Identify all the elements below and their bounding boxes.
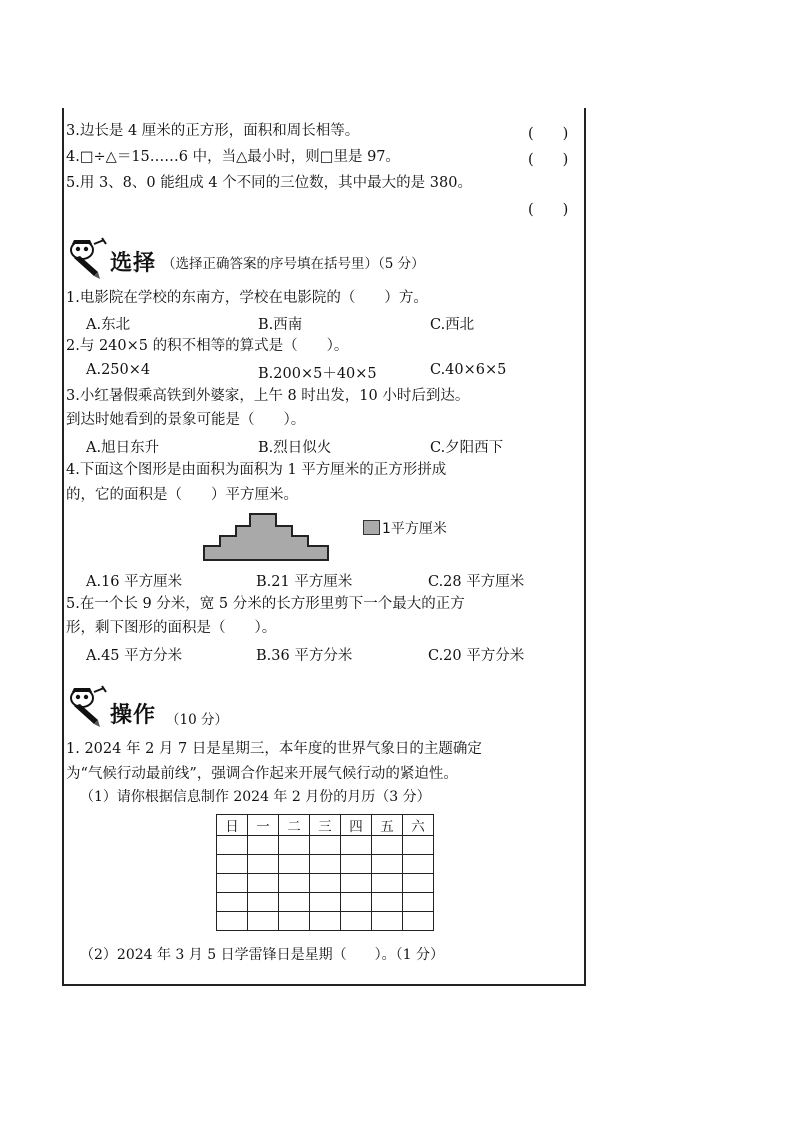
- calendar-cell[interactable]: [310, 836, 341, 855]
- choice-q3-option-c: C.夕阳西下: [430, 440, 504, 456]
- calendar-cell[interactable]: [279, 836, 310, 855]
- judge-answer-3[interactable]: ( ): [528, 126, 569, 142]
- section-choice-title: 选择: [110, 251, 157, 276]
- operate-q1-sub2: （2）2024 年 3 月 5 日学雷锋日是星期（ ）。（1 分）: [80, 947, 444, 963]
- calendar-header-cell: 一: [248, 815, 279, 836]
- calendar-cell[interactable]: [372, 912, 403, 931]
- judge-item-5: 5.用 3、8、0 能组成 4 个不同的三位数，其中最大的是 380。: [66, 175, 472, 191]
- calendar-cell[interactable]: [217, 836, 248, 855]
- calendar-cell[interactable]: [310, 874, 341, 893]
- choice-q1: 1.电影院在学校的东南方，学校在电影院的（ ）方。: [66, 290, 428, 306]
- calendar-cell[interactable]: [310, 855, 341, 874]
- calendar-cell[interactable]: [403, 836, 434, 855]
- calendar-header-cell: 三: [310, 815, 341, 836]
- operate-q1-line2: 为“气候行动最前线”，强调合作起来开展气候行动的紧迫性。: [66, 766, 458, 782]
- unit-square-icon: [363, 520, 380, 535]
- choice-q4-option-a: A.16 平方厘米: [86, 574, 183, 590]
- unit-legend: [363, 518, 447, 538]
- calendar-grid: [216, 814, 434, 931]
- choice-q4-line2: 的，它的面积是（ ）平方厘米。: [66, 487, 298, 503]
- section-operate-title: 操作: [110, 703, 157, 728]
- calendar-cell[interactable]: [403, 855, 434, 874]
- calendar-cell[interactable]: [372, 836, 403, 855]
- calendar-header-cell: 日: [217, 815, 248, 836]
- judge-item-4: 4.□÷△＝15……6 中，当△最小时，则□里是 97。: [66, 149, 401, 165]
- choice-q2: 2.与 240×5 的积不相等的算式是（ ）。: [66, 338, 349, 354]
- operate-q1-sub1: （1）请你根据信息制作 2024 年 2 月份的月历（3 分）: [80, 789, 431, 805]
- choice-q5-option-a: A.45 平方分米: [86, 648, 183, 664]
- stepped-area-figure: [202, 510, 332, 562]
- section-choice-subtitle: （选择正确答案的序号填在括号里）（5 分）: [162, 256, 425, 272]
- unit-legend-label: 1平方厘米: [382, 521, 447, 537]
- pencil-mascot-icon: [66, 684, 110, 728]
- calendar-cell[interactable]: [341, 874, 372, 893]
- calendar-cell[interactable]: [217, 855, 248, 874]
- choice-q5-option-b: B.36 平方分米: [256, 648, 353, 664]
- calendar-row: [217, 893, 434, 912]
- calendar-header-cell: 六: [403, 815, 434, 836]
- choice-q1-option-c: C.西北: [430, 317, 475, 333]
- choice-q5-option-c: C.20 平方分米: [428, 648, 525, 664]
- section-choice-header: [66, 236, 546, 280]
- choice-q3-option-a: A.旭日东升: [86, 440, 160, 456]
- calendar-cell[interactable]: [341, 893, 372, 912]
- calendar-header-row: [217, 815, 434, 836]
- calendar-cell[interactable]: [372, 874, 403, 893]
- calendar-header-cell: 四: [341, 815, 372, 836]
- choice-q4-option-c: C.28 平方厘米: [428, 574, 525, 590]
- calendar-cell[interactable]: [341, 912, 372, 931]
- section-operate-header: [66, 684, 546, 728]
- judge-item-3: 3.边长是 4 厘米的正方形，面积和周长相等。: [66, 123, 360, 139]
- judge-answer-4[interactable]: ( ): [528, 152, 569, 168]
- calendar-cell[interactable]: [279, 855, 310, 874]
- calendar-cell[interactable]: [279, 912, 310, 931]
- choice-q3-option-b: B.烈日似火: [258, 440, 332, 456]
- choice-q1-option-a: A.东北: [86, 317, 131, 333]
- section-operate-subtitle: （10 分）: [166, 712, 228, 728]
- calendar-cell[interactable]: [403, 893, 434, 912]
- calendar-row: [217, 874, 434, 893]
- calendar-cell[interactable]: [248, 912, 279, 931]
- calendar-cell[interactable]: [248, 893, 279, 912]
- pencil-mascot-icon: [66, 236, 110, 280]
- calendar-cell[interactable]: [248, 874, 279, 893]
- choice-q4-option-b: B.21 平方厘米: [256, 574, 353, 590]
- choice-q5-line1: 5.在一个长 9 分米，宽 5 分米的长方形里剪下一个最大的正方: [66, 596, 465, 612]
- calendar-cell[interactable]: [403, 874, 434, 893]
- choice-q2-option-c: C.40×6×5: [430, 362, 507, 378]
- calendar-header-cell: 五: [372, 815, 403, 836]
- calendar-cell[interactable]: [403, 912, 434, 931]
- calendar-cell[interactable]: [217, 893, 248, 912]
- choice-q2-option-a: A.250×4: [86, 362, 151, 378]
- choice-q3-line2: 到达时她看到的景象可能是（ ）。: [66, 412, 306, 428]
- choice-q1-option-b: B.西南: [258, 317, 303, 333]
- calendar-cell[interactable]: [217, 874, 248, 893]
- operate-q1-line1: 1. 2024 年 2 月 7 日是星期三，本年度的世界气象日的主题确定: [66, 741, 482, 757]
- calendar-cell[interactable]: [341, 836, 372, 855]
- calendar-cell[interactable]: [279, 893, 310, 912]
- choice-q2-option-b: B.200×5＋40×5: [258, 366, 377, 382]
- calendar-cell[interactable]: [310, 893, 341, 912]
- calendar-row: [217, 836, 434, 855]
- calendar-cell[interactable]: [279, 874, 310, 893]
- calendar-cell[interactable]: [310, 912, 341, 931]
- calendar-cell[interactable]: [217, 912, 248, 931]
- calendar-cell[interactable]: [248, 836, 279, 855]
- calendar-cell[interactable]: [372, 893, 403, 912]
- calendar-row: [217, 855, 434, 874]
- calendar-row: [217, 912, 434, 931]
- judge-answer-5[interactable]: ( ): [528, 202, 569, 218]
- calendar-cell[interactable]: [372, 855, 403, 874]
- choice-q3-line1: 3.小红暑假乘高铁到外婆家，上午 8 时出发，10 小时后到达。: [66, 388, 470, 404]
- choice-q4-line1: 4.下面这个图形是由面积为面积为 1 平方厘米的正方形拼成: [66, 462, 447, 478]
- calendar-cell[interactable]: [248, 855, 279, 874]
- calendar-cell[interactable]: [341, 855, 372, 874]
- calendar-header-cell: 二: [279, 815, 310, 836]
- choice-q5-line2: 形，剩下图形的面积是（ ）。: [66, 620, 277, 636]
